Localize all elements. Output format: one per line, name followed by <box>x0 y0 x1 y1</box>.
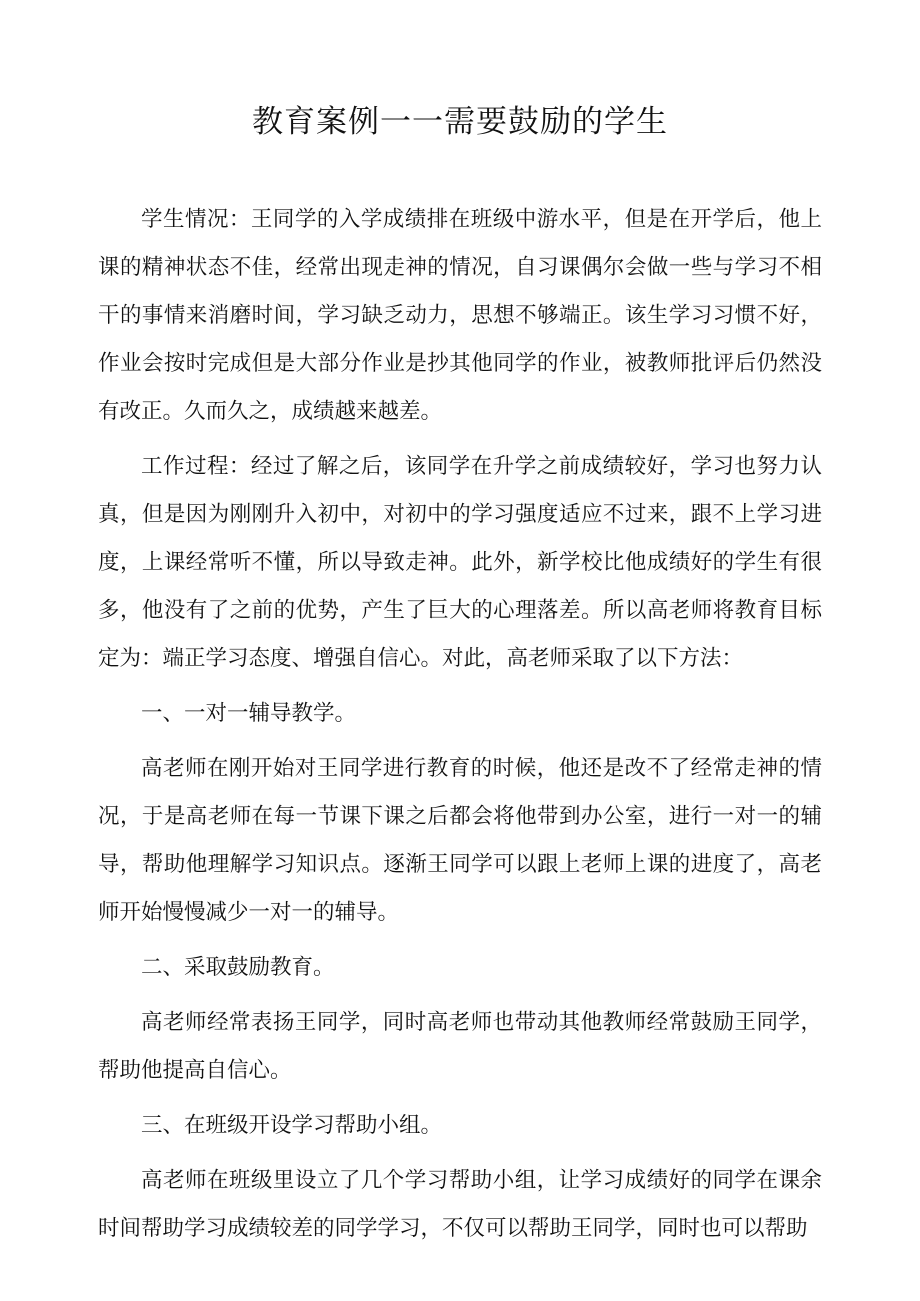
heading-method-one: 一、一对一辅导教学。 <box>141 701 357 726</box>
paragraph-work-process: 工作过程：经过了解之后，该同学在升学之前成绩较好，学习也努力认真，但是因为刚刚升入初中，对初中的学习强度适应不过来，跟不上学习进度，上课经常听不懂，所以导致走神。此外，新学校比他成绩好的学生有很多，他没有了之前的优势，产生了巨大的心理落差。所以高老师将教育目标定为：端正学习态度、增强自信心。对此，高老师采取了以下方法： <box>98 454 822 671</box>
document-body <box>98 196 822 1253</box>
heading-method-three: 三、在班级开设学习帮助小组。 <box>141 1113 443 1138</box>
paragraph-method-two: 高老师经常表扬王同学，同时高老师也带动其他教师经常鼓励王同学，帮助他提高自信心。 <box>98 1010 822 1083</box>
document-title: 教育案例一一需要鼓励的学生 <box>252 104 668 140</box>
paragraph-method-one: 高老师在刚开始对王同学进行教育的时候，他还是改不了经常走神的情况，于是高老师在每一节课下课之后都会将他带到办公室，进行一对一的辅导，帮助他理解学习知识点。逐渐王同学可以跟上老师上课的进度了，高老师开始慢慢减少一对一的辅导。 <box>98 756 822 925</box>
paragraph-method-three: 高老师在班级里设立了几个学习帮助小组，让学习成绩好的同学在课余时间帮助学习成绩较差的同学学习，不仅可以帮助王同学，同时也可以帮助 <box>98 1168 822 1241</box>
paragraph-student-situation: 学生情况：王同学的入学成绩排在班级中游水平，但是在开学后，他上课的精神状态不佳，经常出现走神的情况，自习课偶尔会做一些与学习不相干的事情来消磨时间，学习缺乏动力，思想不够端正。该生学习习惯不好，作业会按时完成但是大部分作业是抄其他同学的作业，被教师批评后仍然没有改正。久而久之，成绩越来越差。 <box>98 207 822 424</box>
heading-method-two: 二、采取鼓励教育。 <box>141 955 335 980</box>
